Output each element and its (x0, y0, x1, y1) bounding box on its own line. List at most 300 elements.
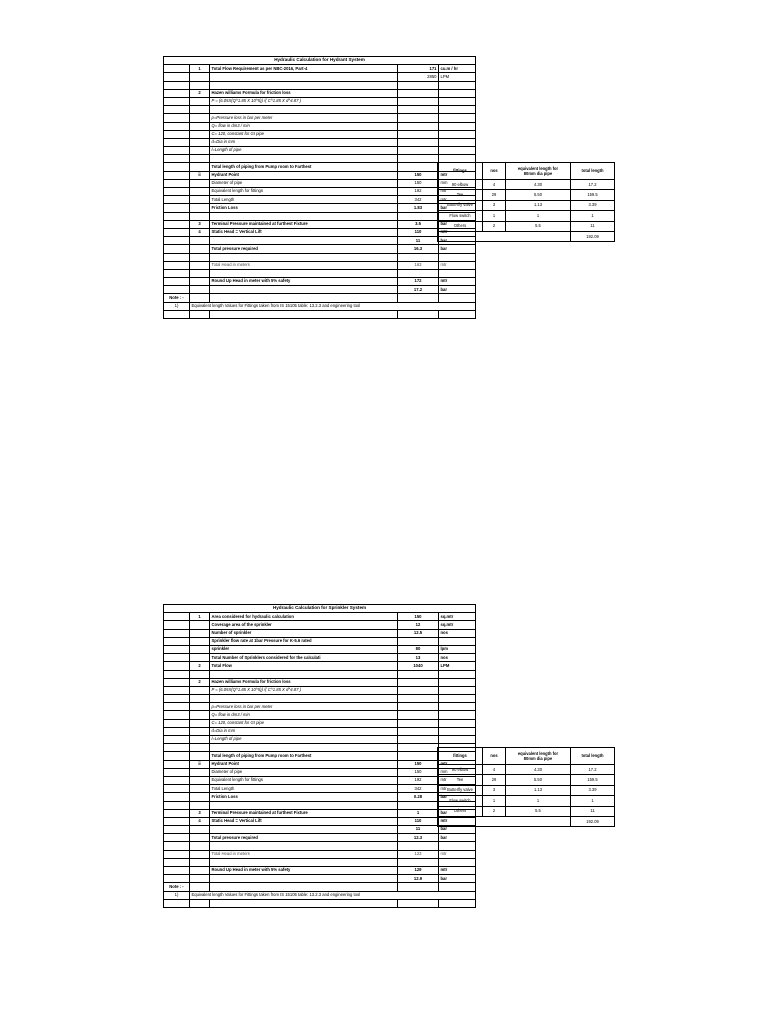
empty-cell (398, 899, 439, 907)
row-cell-value (398, 801, 439, 809)
fittings-cell-nos: 29 (483, 775, 506, 785)
row-cell-value: 1.83 (398, 204, 439, 212)
row-cell-desc (210, 286, 398, 294)
row-cell-note (164, 163, 190, 171)
row-cell-idx: 3 (190, 220, 210, 228)
row-cell-value (398, 736, 439, 744)
table-row (164, 645, 476, 653)
table-row (164, 760, 476, 768)
row-cell-desc: Round Up Head in meter with 5% safety (210, 867, 398, 875)
fittings-cell-total-length: 159.5 (571, 775, 615, 785)
row-cell-unit: bar (439, 220, 476, 228)
row-cell-desc: d=Dia in mm (210, 138, 398, 146)
row-cell-value: 80 (398, 645, 439, 653)
row-cell-value (398, 711, 439, 719)
fittings-cell-nos: 4 (483, 765, 506, 775)
table-row (164, 670, 476, 678)
row-cell-desc: Total Number of Sprinklers considered for the calculati (210, 654, 398, 662)
row-cell-unit (439, 711, 476, 719)
row-cell-idx (190, 106, 210, 114)
row-cell-value: 12.5 (398, 629, 439, 637)
row-cell-idx (190, 97, 210, 105)
row-cell-unit (439, 253, 476, 261)
equivalent-length-line2: 80mm dia pipe (523, 171, 553, 176)
row-cell-value (398, 719, 439, 727)
fittings-grand-total: 192.09 (571, 231, 615, 241)
table-row (164, 809, 476, 817)
sprinkler-table-body (164, 605, 476, 908)
row-cell-idx (190, 155, 210, 163)
row-cell-note (164, 97, 190, 105)
fittings-header-row (438, 163, 615, 180)
row-cell-note (164, 760, 190, 768)
empty-cell (439, 899, 476, 907)
row-cell-idx (190, 130, 210, 138)
table-row (164, 637, 476, 645)
row-cell-desc: Diameter of pipe (210, 768, 398, 776)
row-cell-unit: bar (439, 204, 476, 212)
row-cell-desc (210, 695, 398, 703)
row-cell-value (398, 695, 439, 703)
row-cell-value: 342 (398, 196, 439, 204)
fittings-total-spacer (438, 231, 571, 241)
row-cell-value: 2850 (398, 73, 439, 81)
fittings-header-total-length: total length (571, 163, 615, 180)
row-cell-unit: mtr (439, 196, 476, 204)
row-cell-desc (210, 801, 398, 809)
row-cell-note (164, 776, 190, 784)
row-cell-note (164, 114, 190, 122)
row-cell-unit: mtr (439, 188, 476, 196)
row-cell-idx: 4 (190, 817, 210, 825)
row-cell-desc: Total Head in meters (210, 261, 398, 269)
row-cell-desc: C= 120, constant for GI pipe (210, 130, 398, 138)
row-cell-desc: Total Head in meters (210, 850, 398, 858)
row-cell-note (164, 73, 190, 81)
row-cell-note (164, 196, 190, 204)
row-cell-idx (190, 188, 210, 196)
row-cell-value: 163 (398, 261, 439, 269)
row-cell-idx (190, 686, 210, 694)
row-cell-note (164, 686, 190, 694)
sprinkler-system-sheet (163, 604, 476, 908)
fittings-row (438, 765, 615, 775)
table-row (164, 719, 476, 727)
hydrant-calculation-table (163, 56, 476, 319)
fittings-row (438, 785, 615, 795)
fittings-table-head (438, 748, 615, 765)
empty-cell (210, 899, 398, 907)
row-cell-idx (190, 752, 210, 760)
row-cell-note (164, 89, 190, 97)
fittings-cell-equivalent-length: 5.5 (506, 806, 571, 816)
row-cell-note (164, 695, 190, 703)
row-cell-note (164, 744, 190, 752)
table-row (164, 752, 476, 760)
table-row (164, 220, 476, 228)
row-cell-desc (210, 155, 398, 163)
row-cell-unit: mtr (439, 817, 476, 825)
fittings-header-name: fittings (438, 163, 483, 180)
row-cell-unit: mtr (439, 261, 476, 269)
row-cell-idx (190, 785, 210, 793)
row-cell-value: 192 (398, 776, 439, 784)
note-text-row (164, 302, 476, 310)
row-cell-idx (190, 842, 210, 850)
row-cell-value: 172 (398, 278, 439, 286)
row-cell-value: 11 (398, 826, 439, 834)
row-cell-note (164, 286, 190, 294)
row-cell-idx (190, 278, 210, 286)
row-cell-unit: mtr (439, 228, 476, 236)
table-row (164, 629, 476, 637)
row-cell-idx: 3 (190, 809, 210, 817)
row-cell-value: 150 (398, 760, 439, 768)
row-cell-idx (190, 834, 210, 842)
row-cell-idx: ii (190, 171, 210, 179)
row-cell-unit: mtr (439, 850, 476, 858)
row-cell-value (398, 670, 439, 678)
row-cell-idx (190, 850, 210, 858)
row-cell-note (164, 727, 190, 735)
row-cell-unit (439, 695, 476, 703)
equivalent-length-line1: equivalent length for (517, 165, 559, 171)
row-cell-value (398, 89, 439, 97)
row-cell-desc (210, 826, 398, 834)
row-cell-idx (190, 269, 210, 277)
table-row (164, 817, 476, 825)
row-cell-idx (190, 245, 210, 253)
fittings-cell-equivalent-length: 1.13 (506, 785, 571, 795)
row-cell-unit: mtr (439, 785, 476, 793)
table-row (164, 785, 476, 793)
row-cell-idx (190, 670, 210, 678)
table-row (164, 858, 476, 866)
row-cell-value (398, 81, 439, 89)
table-row (164, 179, 476, 187)
row-cell-note (164, 81, 190, 89)
row-cell-note (164, 793, 190, 801)
row-cell-desc: p=Pressure loss in bar per meter (210, 703, 398, 711)
row-cell-desc (210, 744, 398, 752)
fittings-cell-total-length: 3.39 (571, 785, 615, 795)
row-cell-desc (210, 253, 398, 261)
row-cell-value: 150 (398, 171, 439, 179)
row-cell-value: 17.2 (398, 286, 439, 294)
row-cell-desc: Equivalent length for fittings (210, 776, 398, 784)
row-cell-note (164, 826, 190, 834)
row-cell-unit (439, 106, 476, 114)
row-cell-unit: sq.mtr (439, 621, 476, 629)
row-cell-unit (439, 122, 476, 130)
note-label-row (164, 294, 476, 302)
row-cell-note (164, 171, 190, 179)
row-cell-unit (439, 719, 476, 727)
row-cell-note (164, 155, 190, 163)
row-cell-value (398, 253, 439, 261)
row-cell-idx (190, 711, 210, 719)
table-row (164, 147, 476, 155)
row-cell-desc (210, 81, 398, 89)
sprinkler-calculation-table (163, 604, 476, 908)
row-cell-idx (190, 744, 210, 752)
row-cell-note (164, 809, 190, 817)
row-cell-value: 1040 (398, 662, 439, 670)
row-cell-unit (439, 736, 476, 744)
fittings-header-name: fittings (438, 748, 483, 765)
fittings-total-row (438, 816, 615, 826)
fittings-cell-fitting: Flow switch (438, 796, 483, 806)
fittings-row (438, 806, 615, 816)
row-cell-unit (439, 858, 476, 866)
row-cell-idx (190, 204, 210, 212)
row-cell-idx (190, 858, 210, 866)
row-cell-note (164, 147, 190, 155)
row-cell-value (398, 130, 439, 138)
fittings-cell-nos: 3 (483, 200, 506, 210)
row-cell-value (398, 752, 439, 760)
row-cell-idx (190, 703, 210, 711)
row-cell-idx (190, 212, 210, 220)
row-cell-value (398, 97, 439, 105)
row-cell-note (164, 204, 190, 212)
fittings-header-row (438, 748, 615, 765)
row-cell-note (164, 678, 190, 686)
row-cell-value (398, 155, 439, 163)
row-cell-value (398, 106, 439, 114)
row-cell-note (164, 613, 190, 621)
row-cell-note (164, 785, 190, 793)
equivalent-length-line1: equivalent length for (517, 750, 559, 756)
table-row (164, 261, 476, 269)
table-row (164, 621, 476, 629)
row-cell-desc: Static Head = Vertical Lift (210, 228, 398, 236)
row-cell-idx (190, 875, 210, 883)
row-cell-note (164, 662, 190, 670)
row-cell-note (164, 842, 190, 850)
row-cell-desc (210, 212, 398, 220)
row-cell-desc (210, 73, 398, 81)
row-cell-desc: Total Length (210, 196, 398, 204)
row-cell-note (164, 278, 190, 286)
row-cell-note (164, 269, 190, 277)
row-cell-note (164, 867, 190, 875)
empty-cell (398, 883, 439, 891)
row-cell-desc: Hydrant Point (210, 171, 398, 179)
row-cell-desc (210, 237, 398, 245)
row-cell-desc: Total length of piping from Pump room to Farthest (210, 752, 398, 760)
fittings-cell-nos: 29 (483, 190, 506, 200)
table-row (164, 73, 476, 81)
row-cell-desc (210, 842, 398, 850)
table-row (164, 703, 476, 711)
fittings-cell-fitting: Tee (438, 190, 483, 200)
table-row (164, 212, 476, 220)
table-row (164, 114, 476, 122)
row-cell-unit (439, 842, 476, 850)
row-cell-note (164, 670, 190, 678)
row-cell-idx: 1 (190, 65, 210, 73)
fittings-row (438, 211, 615, 221)
fittings-cell-total-length: 17.2 (571, 180, 615, 190)
table-title-row (164, 605, 476, 613)
fittings-cell-fitting: Tee (438, 775, 483, 785)
row-cell-value (398, 703, 439, 711)
row-cell-idx (190, 776, 210, 784)
fittings-cell-equivalent-length: 1 (506, 211, 571, 221)
row-cell-value: 150 (398, 768, 439, 776)
row-cell-unit (439, 89, 476, 97)
table-row (164, 744, 476, 752)
row-cell-value: 1 (398, 809, 439, 817)
row-cell-value (398, 744, 439, 752)
row-cell-note (164, 228, 190, 236)
row-cell-idx (190, 793, 210, 801)
note-index: 1) (164, 302, 190, 310)
table-row (164, 776, 476, 784)
note-text-row (164, 891, 476, 899)
fittings-cell-total-length: 159.5 (571, 190, 615, 200)
row-cell-idx (190, 654, 210, 662)
row-cell-desc (210, 670, 398, 678)
empty-cell (190, 310, 210, 318)
row-cell-note (164, 645, 190, 653)
row-cell-idx: ii (190, 760, 210, 768)
row-cell-note (164, 858, 190, 866)
row-cell-value (398, 686, 439, 694)
table-row (164, 188, 476, 196)
row-cell-desc: Number of sprinkler (210, 629, 398, 637)
row-cell-note (164, 237, 190, 245)
table-row (164, 155, 476, 163)
row-cell-note (164, 220, 190, 228)
hydrant-table-title: Hydraulic Calculation for Hydrant System (164, 57, 476, 65)
row-cell-idx (190, 727, 210, 735)
row-cell-value (398, 269, 439, 277)
fittings-cell-fitting: 90 elbow (438, 180, 483, 190)
row-cell-unit: bar (439, 286, 476, 294)
fittings-row (438, 200, 615, 210)
fittings-total-row (438, 231, 615, 241)
row-cell-unit: nos (439, 654, 476, 662)
table-row (164, 196, 476, 204)
fittings-table-hydrant (437, 162, 615, 242)
fittings-cell-fitting: 90 elbow (438, 765, 483, 775)
fittings-cell-nos: 1 (483, 211, 506, 221)
row-cell-unit: mtr (439, 171, 476, 179)
row-cell-idx (190, 736, 210, 744)
row-cell-value (398, 727, 439, 735)
empty-cell (398, 310, 439, 318)
row-cell-value: 3.5 (398, 220, 439, 228)
row-cell-idx (190, 196, 210, 204)
row-cell-idx (190, 621, 210, 629)
fittings-cell-equivalent-length: 5.50 (506, 190, 571, 200)
row-cell-unit: nos (439, 629, 476, 637)
row-cell-note (164, 768, 190, 776)
table-row (164, 89, 476, 97)
row-cell-desc: Equivalent length for fittings (210, 188, 398, 196)
row-cell-unit: bar (439, 875, 476, 883)
empty-cell (439, 294, 476, 302)
fittings-cell-nos: 2 (483, 806, 506, 816)
row-cell-idx (190, 768, 210, 776)
row-cell-desc: Coverage area of the sprinkler (210, 621, 398, 629)
fittings-header-equivalent-length (506, 748, 571, 765)
row-cell-desc: Terminal Pressure maintained at furthest Fixture (210, 809, 398, 817)
row-cell-idx (190, 73, 210, 81)
row-cell-idx: 2 (190, 662, 210, 670)
fittings-cell-equivalent-length: 5.5 (506, 221, 571, 231)
sprinkler-table-title: Hydraulic Calculation for Sprinkler System (164, 605, 476, 613)
row-cell-unit: bar (439, 245, 476, 253)
fittings-cell-total-length: 11 (571, 221, 615, 231)
row-cell-unit (439, 678, 476, 686)
empty-cell (439, 310, 476, 318)
row-cell-value: 123 (398, 850, 439, 858)
row-cell-desc (210, 858, 398, 866)
row-cell-note (164, 719, 190, 727)
row-cell-idx (190, 138, 210, 146)
row-cell-value: 171 (398, 65, 439, 73)
row-cell-note (164, 179, 190, 187)
row-cell-unit: mtr (439, 278, 476, 286)
note-text: Equivalent length Values for Fittings taken from IS 15105 table: 13.2.3 and engineering tool (190, 891, 476, 899)
table-row (164, 81, 476, 89)
note-label: Note : - (164, 294, 190, 302)
row-cell-desc: Hazen williams Formula for friction loss (210, 89, 398, 97)
table-row (164, 662, 476, 670)
empty-cell (190, 294, 210, 302)
row-cell-unit: sq.mtr (439, 613, 476, 621)
row-cell-unit (439, 269, 476, 277)
row-cell-desc: P = (6.05X(Q^1.85 X 10^5)) /( C^1.85 X d^4.87 ) (210, 686, 398, 694)
fittings-header-nos: nos (483, 748, 506, 765)
empty-cell (164, 899, 190, 907)
table-row (164, 686, 476, 694)
fittings-cell-fitting: Others (438, 221, 483, 231)
row-cell-desc: d=Dia in mm (210, 727, 398, 735)
row-cell-unit: bar (439, 834, 476, 842)
row-cell-idx (190, 147, 210, 155)
fittings-cell-equivalent-length: 4.30 (506, 765, 571, 775)
row-cell-note (164, 122, 190, 130)
row-cell-desc: Q= flow in dm3 / min (210, 711, 398, 719)
table-row (164, 768, 476, 776)
row-cell-desc: Hazen williams Formula for friction loss (210, 678, 398, 686)
row-cell-idx (190, 801, 210, 809)
table-row (164, 711, 476, 719)
row-cell-desc: Friction Loss (210, 793, 398, 801)
row-cell-idx (190, 629, 210, 637)
table-row (164, 695, 476, 703)
row-cell-note (164, 212, 190, 220)
row-cell-note (164, 261, 190, 269)
row-cell-value: 11 (398, 237, 439, 245)
row-cell-desc: Static Head = Vertical Lift (210, 817, 398, 825)
row-cell-idx: 4 (190, 228, 210, 236)
row-cell-note (164, 736, 190, 744)
hydrant-system-sheet (163, 56, 476, 319)
row-cell-desc: Diameter of pipe (210, 179, 398, 187)
row-cell-value: 192 (398, 188, 439, 196)
row-cell-unit: bar (439, 237, 476, 245)
table-row (164, 850, 476, 858)
table-row (164, 122, 476, 130)
row-cell-note (164, 65, 190, 73)
row-cell-desc: sprinkler (210, 645, 398, 653)
row-cell-desc: Total Flow Requirement as per NBC-2016, Part-4 (210, 65, 398, 73)
